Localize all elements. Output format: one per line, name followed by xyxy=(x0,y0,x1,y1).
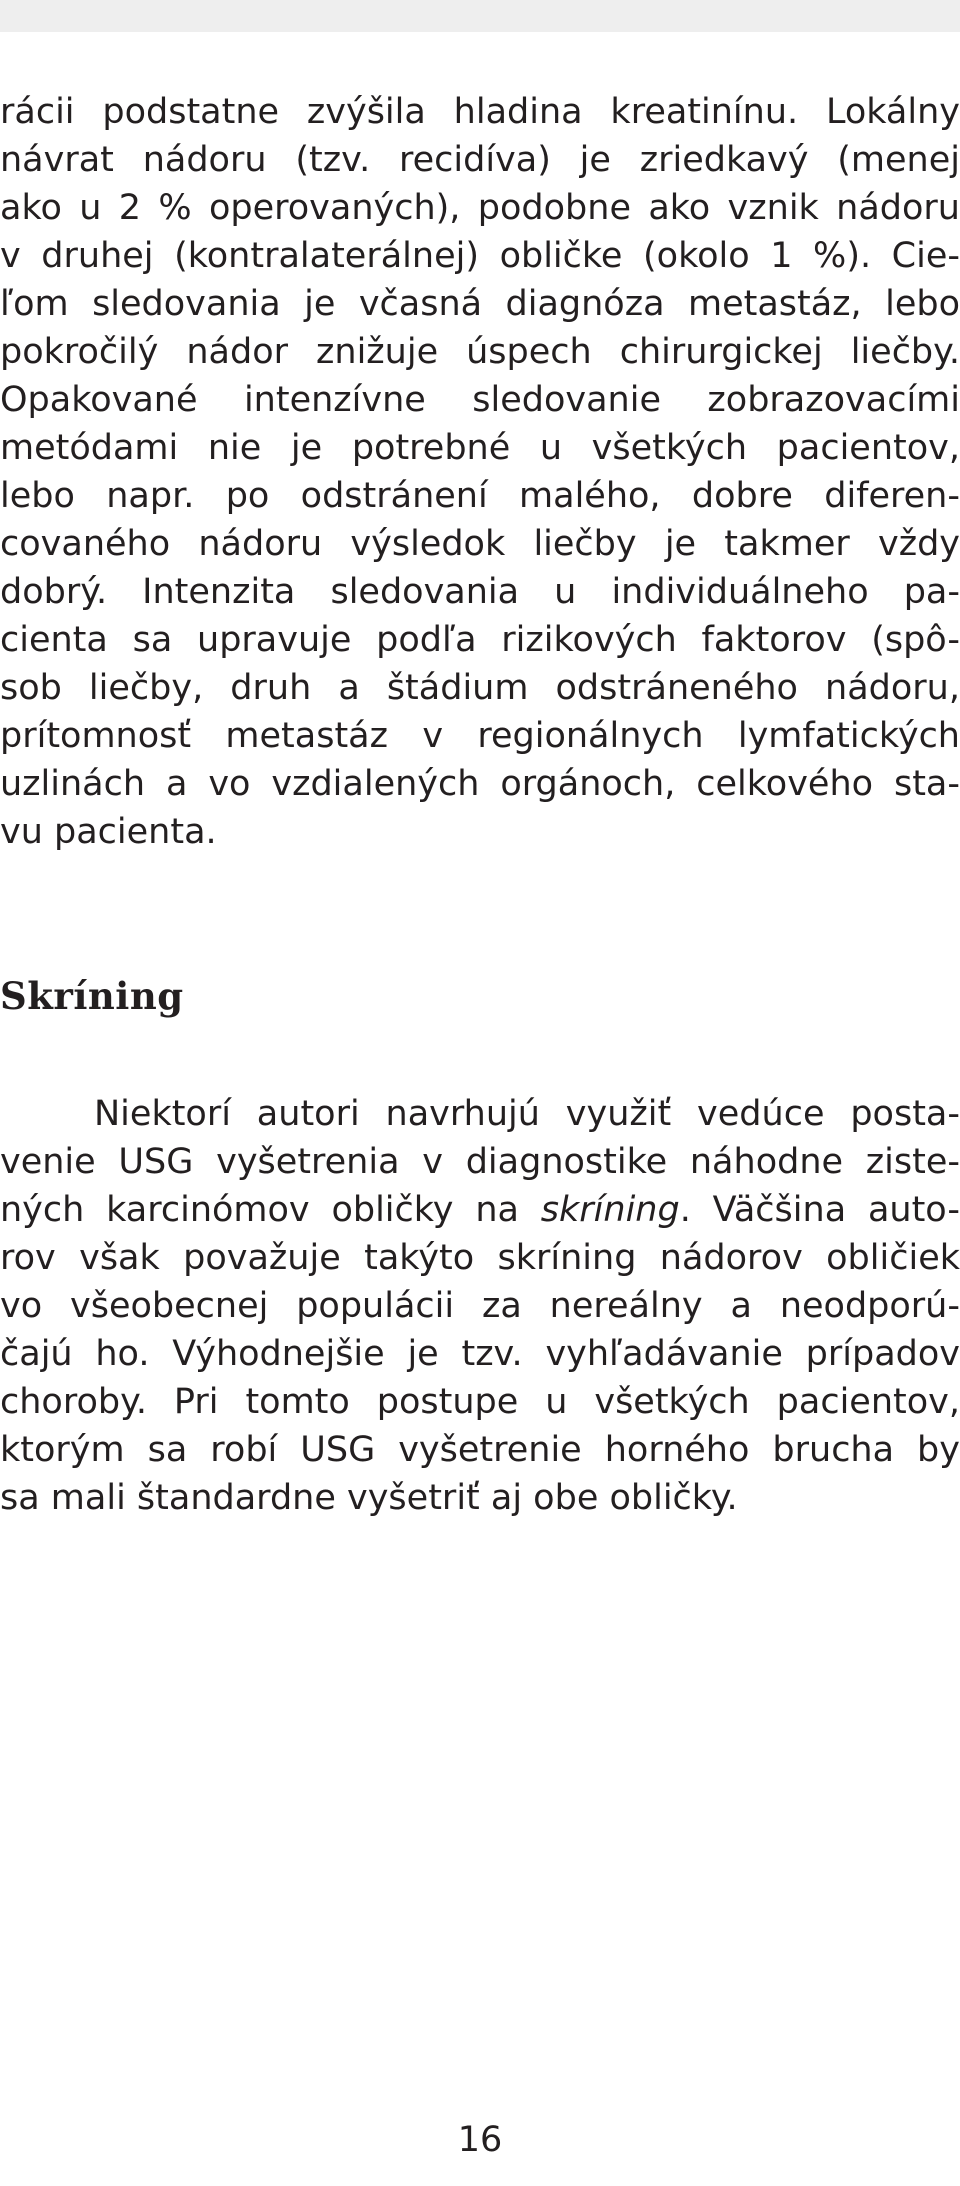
text-line: venie USG vyšetrenia v diagnostike náhodne ziste- xyxy=(0,1142,960,1182)
text-line: ako u 2 % operovaných), podobne ako vznik nádoru xyxy=(0,188,960,228)
text-line: metódami nie je potrebné u všetkých pacientov, xyxy=(0,428,960,468)
text-line: rácii podstatne zvýšila hladina kreatinínu. Lokálny xyxy=(0,92,960,132)
text-segment: . Väčšina auto- xyxy=(679,1190,960,1230)
text-line: vo všeobecnej populácii za nereálny a neodporú- xyxy=(0,1286,960,1326)
top-bar xyxy=(0,0,960,32)
text-line: v druhej (kontralaterálnej) obličke (okolo 1 %). Cie- xyxy=(0,236,960,276)
text-line: choroby. Pri tomto postupe u všetkých pacientov, xyxy=(0,1382,960,1422)
page-number: 16 xyxy=(457,2120,503,2160)
text-line: návrat nádoru (tzv. recidíva) je zriedkavý (menej xyxy=(0,140,960,180)
text-line: Opakované intenzívne sledovanie zobrazovacími xyxy=(0,380,960,420)
text-line xyxy=(0,1186,960,1234)
text-line: ľom sledovania je včasná diagnóza metastáz, lebo xyxy=(0,284,960,324)
text-line: Niektorí autori navrhujú využiť vedúce posta- xyxy=(94,1094,960,1134)
text-line: lebo napr. po odstránení malého, dobre diferen- xyxy=(0,476,960,516)
text-line: vu pacienta. xyxy=(0,812,217,852)
text-line: pokročilý nádor znižuje úspech chirurgickej liečby. xyxy=(0,332,960,372)
text-line: čajú ho. Výhodnejšie je tzv. vyhľadávanie prípadov xyxy=(0,1334,960,1374)
section-heading: Skríning xyxy=(0,974,184,1018)
text-line: sa mali štandardne vyšetriť aj obe obličky. xyxy=(0,1478,738,1518)
text-line: ktorým sa robí USG vyšetrenie horného brucha by xyxy=(0,1430,960,1470)
emphasized-term: skríning xyxy=(540,1190,680,1230)
text-line: dobrý. Intenzita sledovania u individuálneho pa- xyxy=(0,572,960,612)
text-line: rov však považuje takýto skríning nádorov obličiek xyxy=(0,1238,960,1278)
text-line: uzlinách a vo vzdialených orgánoch, celkového sta- xyxy=(0,764,960,804)
text-line: sob liečby, druh a štádium odstráneného nádoru, xyxy=(0,668,960,708)
text-segment: ných karcinómov obličky na xyxy=(0,1190,541,1230)
text-line: prítomnosť metastáz v regionálnych lymfatických xyxy=(0,716,960,756)
text-line: covaného nádoru výsledok liečby je takmer vždy xyxy=(0,524,960,564)
text-line: cienta sa upravuje podľa rizikových faktorov (spô- xyxy=(0,620,960,660)
